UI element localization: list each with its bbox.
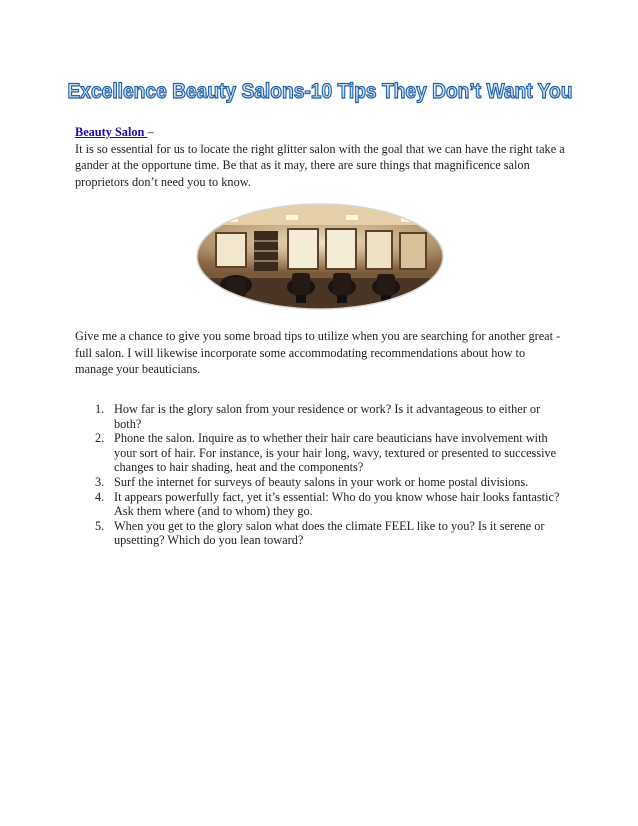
list-item xyxy=(95,475,565,490)
intro-text: It is so essential for us to locate the right glitter salon with the goal that we can have the right take a gander at the opportune time. Be that as it may, there are sure things that magnificence salon proprietors don’t need you to know. xyxy=(75,141,565,189)
list-item-number: 3. xyxy=(95,474,105,489)
list-item-text: It appears powerfully fact, yet it’s essential: Who do you know whose hair looks fantastic? Ask them where (and to whom) they go. xyxy=(114,489,560,519)
list-item xyxy=(95,490,565,519)
body-paragraph: Give me a chance to give you some broad tips to utilize when you are searching for another great - full salon. I will likewise incorporate some accommodating recommendations about how to manage your beauticians. xyxy=(75,329,561,376)
tips-list xyxy=(95,402,565,548)
list-item-number: 1. xyxy=(95,402,105,416)
list-item xyxy=(95,402,565,431)
list-item-number: 5. xyxy=(95,518,105,533)
intro-dash: – xyxy=(147,125,154,139)
salon-interior-icon xyxy=(196,203,444,310)
list-item xyxy=(95,519,565,548)
intro-paragraph xyxy=(75,124,565,190)
list-item-number: 4. xyxy=(95,489,105,504)
list-item-number: 2. xyxy=(95,431,105,446)
page-title-text: Excellence Beauty Salons-10 Tips They Don’t Want You xyxy=(67,80,573,103)
list-item-text: Surf the internet for surveys of beauty salons in your work or home postal divisions. xyxy=(114,474,529,489)
list-item-text: Phone the salon. Inquire as to whether their hair care beauticians have involvement with your sort of hair. For instance, is your hair long, wavy, textured or presented to successive changes to hair shading, heat and the components? xyxy=(114,431,557,475)
list-item xyxy=(95,431,565,475)
salon-photo xyxy=(196,203,444,310)
page-title xyxy=(60,66,580,114)
list-item-text: When you get to the glory salon what does the climate FEEL like to you? Is it serene or upsetting? Which do you lean toward? xyxy=(114,518,545,548)
beauty-salon-link[interactable]: Beauty Salon xyxy=(75,125,148,139)
list-item-text: How far is the glory salon from your residence or work? Is it advantageous to either or both? xyxy=(114,402,541,431)
